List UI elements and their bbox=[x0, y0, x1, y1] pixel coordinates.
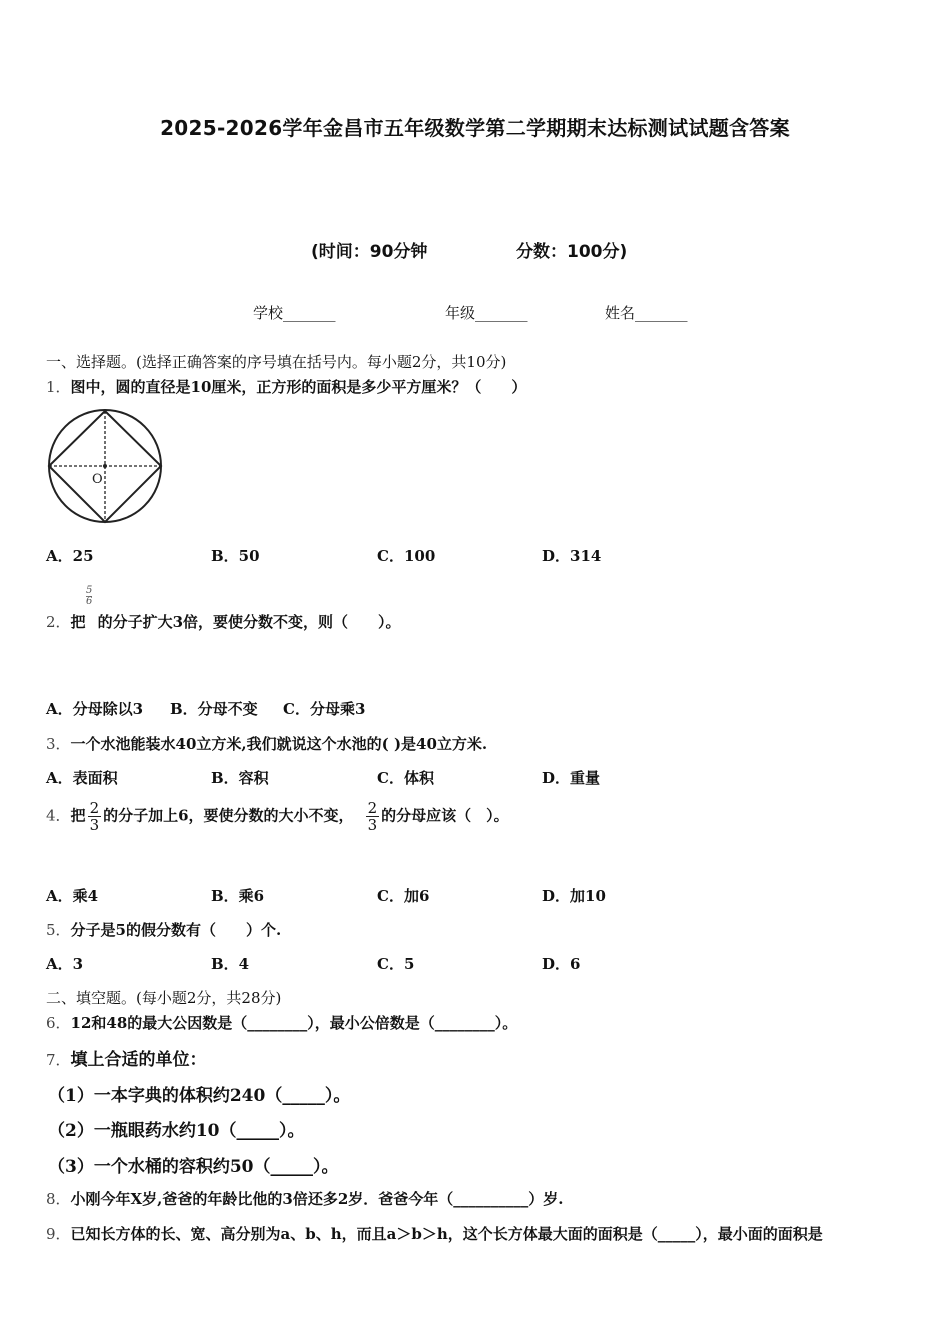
school-field: 学校_______ bbox=[253, 304, 336, 322]
q5-option-c: C．5 bbox=[377, 955, 415, 973]
question-4-mid: 的分子加上6，要使分数的大小不变， bbox=[103, 806, 354, 825]
question-1-number: 1． bbox=[46, 378, 71, 396]
question-7-number: 7． bbox=[46, 1051, 71, 1069]
q4-fraction-2-numerator: 2 bbox=[367, 799, 378, 817]
question-8-text: 小刚今年X岁,爸爸的年龄比他的3倍还多2岁．爸爸今年（__________）岁. bbox=[70, 1190, 564, 1208]
q2-fraction-numerator: 5 bbox=[86, 585, 93, 596]
question-5-number: 5． bbox=[46, 921, 71, 939]
q7-item-2: （2）一瓶眼药水约10（_____）。 bbox=[48, 1121, 305, 1141]
q1-option-b: B．50 bbox=[211, 547, 260, 565]
q2-option-a: A．分母除以3 bbox=[46, 700, 144, 718]
question-2-text: 的分子扩大3倍，要使分数不变，则（ ）。 bbox=[97, 613, 401, 631]
question-1-text: 图中，圆的直径是10厘米，正方形的面积是多少平方厘米？（ ） bbox=[70, 378, 527, 396]
question-8 bbox=[46, 1188, 564, 1209]
q4-fraction-1 bbox=[88, 800, 102, 833]
q2-option-b: B．分母不变 bbox=[170, 700, 258, 718]
q5-option-a: A．3 bbox=[46, 955, 84, 973]
q7-item-1: （1）一本字典的体积约240（_____）。 bbox=[48, 1086, 351, 1106]
question-8-number: 8． bbox=[46, 1190, 71, 1208]
question-2-number: 2． bbox=[46, 613, 71, 631]
q4-fraction-2 bbox=[366, 800, 380, 833]
q4-fraction-2-denominator: 3 bbox=[367, 816, 378, 834]
question-5 bbox=[46, 919, 281, 940]
question-6-text: 12和48的最大公因数是（________），最小公倍数是（________）。 bbox=[70, 1014, 518, 1032]
center-label: O bbox=[92, 472, 103, 487]
question-9-text: 已知长方体的长、宽、高分别为a、b、h，而且a＞b＞h，这个长方体最大面的面积是（_____），最小面的面积是 bbox=[70, 1225, 823, 1243]
question-6 bbox=[46, 1012, 517, 1033]
question-7 bbox=[46, 1045, 207, 1070]
q1-option-c: C．100 bbox=[377, 547, 436, 565]
q5-option-d: D．6 bbox=[542, 955, 581, 973]
question-2 bbox=[46, 611, 401, 632]
question-2-pre: 把 bbox=[70, 613, 86, 631]
q4-option-d: D．加10 bbox=[542, 887, 606, 905]
question-4 bbox=[46, 800, 509, 833]
q4-option-b: B．乘6 bbox=[211, 887, 265, 905]
q3-option-d: D．重量 bbox=[542, 769, 601, 787]
page-title: 2025-2026学年金昌市五年级数学第二学期期末达标测试试题含答案 bbox=[160, 116, 790, 140]
question-4-number: 4． bbox=[46, 806, 71, 825]
exam-score: 分数：100分) bbox=[516, 242, 628, 262]
q7-item-3: （3）一个水桶的容积约50（_____）。 bbox=[48, 1157, 339, 1177]
question-5-text: 分子是5的假分数有（ ）个. bbox=[70, 921, 282, 939]
q5-option-b: B．4 bbox=[211, 955, 250, 973]
q4-fraction-1-denominator: 3 bbox=[89, 816, 100, 834]
grade-field: 年级_______ bbox=[445, 304, 528, 322]
question-3-number: 3． bbox=[46, 735, 71, 753]
question-4-post: 的分母应该（ ）。 bbox=[381, 806, 509, 825]
q4-fraction-1-numerator: 2 bbox=[89, 799, 100, 817]
q2-option-c: C．分母乘3 bbox=[283, 700, 366, 718]
q2-fraction bbox=[86, 586, 92, 607]
section-1-heading: 一、选择题。(选择正确答案的序号填在括号内。每小题2分，共10分) bbox=[46, 353, 507, 371]
question-4-pre: 把 bbox=[70, 806, 86, 825]
q4-option-c: C．加6 bbox=[377, 887, 430, 905]
question-3 bbox=[46, 733, 487, 754]
q1-option-a: A．25 bbox=[46, 547, 94, 565]
name-field: 姓名_______ bbox=[605, 304, 688, 322]
question-6-number: 6． bbox=[46, 1014, 71, 1032]
question-9-number: 9． bbox=[46, 1225, 71, 1243]
question-3-text: 一个水池能装水40立方米,我们就说这个水池的( )是40立方米. bbox=[70, 735, 488, 753]
circle-square-figure bbox=[44, 408, 168, 528]
q3-option-c: C．体积 bbox=[377, 769, 434, 787]
section-2-heading: 二、填空题。(每小题2分，共28分) bbox=[46, 989, 282, 1007]
question-1 bbox=[46, 376, 526, 397]
q3-option-a: A．表面积 bbox=[46, 769, 118, 787]
question-9 bbox=[46, 1223, 823, 1244]
q1-option-d: D．314 bbox=[542, 547, 602, 565]
exam-time: (时间：90分钟 bbox=[311, 242, 428, 262]
q2-fraction-denominator: 6 bbox=[86, 596, 93, 607]
q3-option-b: B．容积 bbox=[211, 769, 269, 787]
q4-option-a: A．乘4 bbox=[46, 887, 99, 905]
question-7-text: 填上合适的单位： bbox=[70, 1050, 207, 1070]
